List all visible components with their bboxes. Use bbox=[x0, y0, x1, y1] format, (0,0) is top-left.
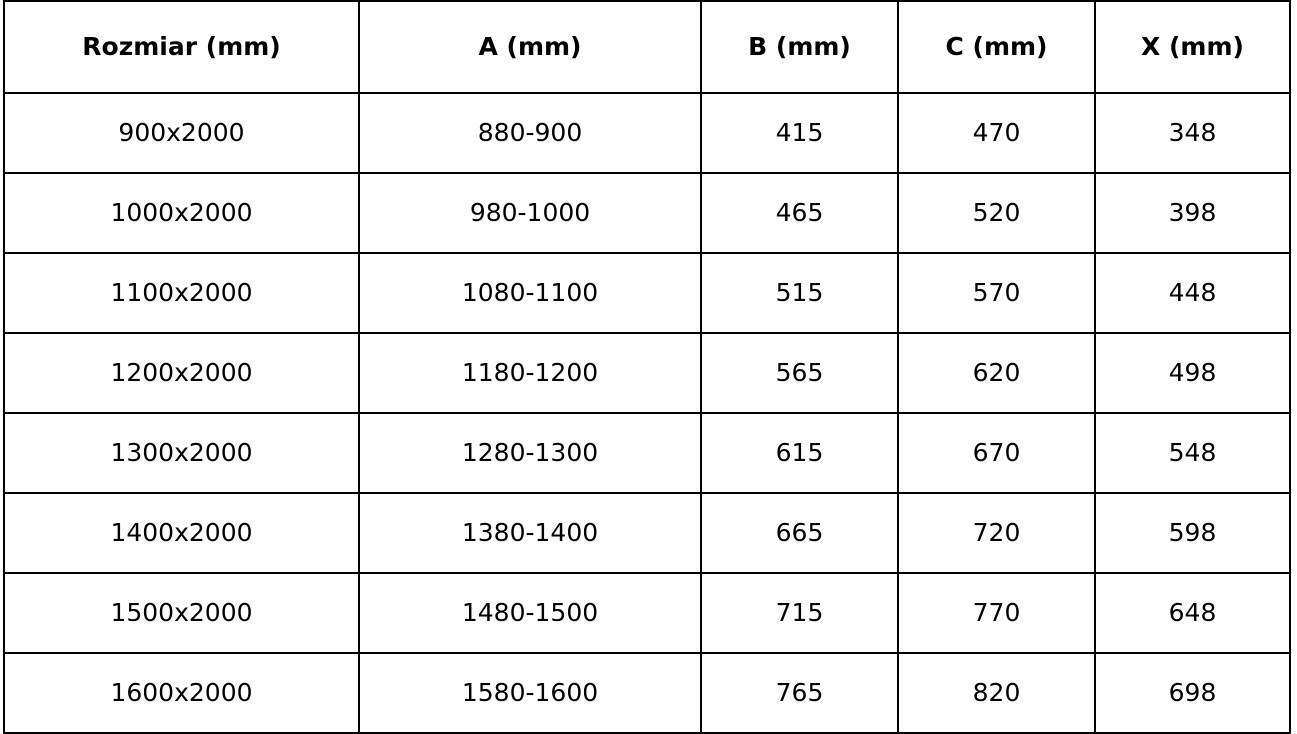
cell-size: 1500x2000 bbox=[4, 573, 359, 653]
column-header-c: C (mm) bbox=[898, 1, 1095, 93]
table-row bbox=[4, 173, 1290, 253]
cell-size: 1000x2000 bbox=[4, 173, 359, 253]
cell-size: 1100x2000 bbox=[4, 253, 359, 333]
table-row bbox=[4, 253, 1290, 333]
cell-b: 765 bbox=[701, 653, 898, 733]
cell-x: 548 bbox=[1095, 413, 1290, 493]
cell-x: 648 bbox=[1095, 573, 1290, 653]
table-header bbox=[4, 1, 1290, 93]
cell-x: 698 bbox=[1095, 653, 1290, 733]
table-header-row bbox=[4, 1, 1290, 93]
table-row bbox=[4, 333, 1290, 413]
cell-size: 1200x2000 bbox=[4, 333, 359, 413]
table-body bbox=[4, 93, 1290, 733]
cell-c: 820 bbox=[898, 653, 1095, 733]
cell-x: 498 bbox=[1095, 333, 1290, 413]
cell-x: 598 bbox=[1095, 493, 1290, 573]
cell-b: 515 bbox=[701, 253, 898, 333]
cell-c: 620 bbox=[898, 333, 1095, 413]
cell-b: 715 bbox=[701, 573, 898, 653]
cell-c: 520 bbox=[898, 173, 1095, 253]
table-row bbox=[4, 93, 1290, 173]
cell-a: 1180-1200 bbox=[359, 333, 701, 413]
cell-size: 1400x2000 bbox=[4, 493, 359, 573]
table-row bbox=[4, 413, 1290, 493]
cell-size: 1600x2000 bbox=[4, 653, 359, 733]
column-header-rozmiar: Rozmiar (mm) bbox=[4, 1, 359, 93]
column-header-x: X (mm) bbox=[1095, 1, 1290, 93]
cell-a: 1080-1100 bbox=[359, 253, 701, 333]
cell-c: 470 bbox=[898, 93, 1095, 173]
cell-a: 1580-1600 bbox=[359, 653, 701, 733]
cell-c: 670 bbox=[898, 413, 1095, 493]
cell-size: 900x2000 bbox=[4, 93, 359, 173]
cell-c: 570 bbox=[898, 253, 1095, 333]
cell-b: 415 bbox=[701, 93, 898, 173]
cell-b: 565 bbox=[701, 333, 898, 413]
cell-x: 348 bbox=[1095, 93, 1290, 173]
cell-a: 1280-1300 bbox=[359, 413, 701, 493]
cell-b: 615 bbox=[701, 413, 898, 493]
cell-a: 980-1000 bbox=[359, 173, 701, 253]
cell-a: 880-900 bbox=[359, 93, 701, 173]
cell-b: 465 bbox=[701, 173, 898, 253]
cell-b: 665 bbox=[701, 493, 898, 573]
cell-x: 448 bbox=[1095, 253, 1290, 333]
table-row bbox=[4, 573, 1290, 653]
column-header-b: B (mm) bbox=[701, 1, 898, 93]
table-row bbox=[4, 493, 1290, 573]
dimensions-table bbox=[3, 0, 1291, 734]
cell-c: 770 bbox=[898, 573, 1095, 653]
cell-x: 398 bbox=[1095, 173, 1290, 253]
column-header-a: A (mm) bbox=[359, 1, 701, 93]
cell-a: 1480-1500 bbox=[359, 573, 701, 653]
table-row bbox=[4, 653, 1290, 733]
cell-size: 1300x2000 bbox=[4, 413, 359, 493]
cell-c: 720 bbox=[898, 493, 1095, 573]
cell-a: 1380-1400 bbox=[359, 493, 701, 573]
